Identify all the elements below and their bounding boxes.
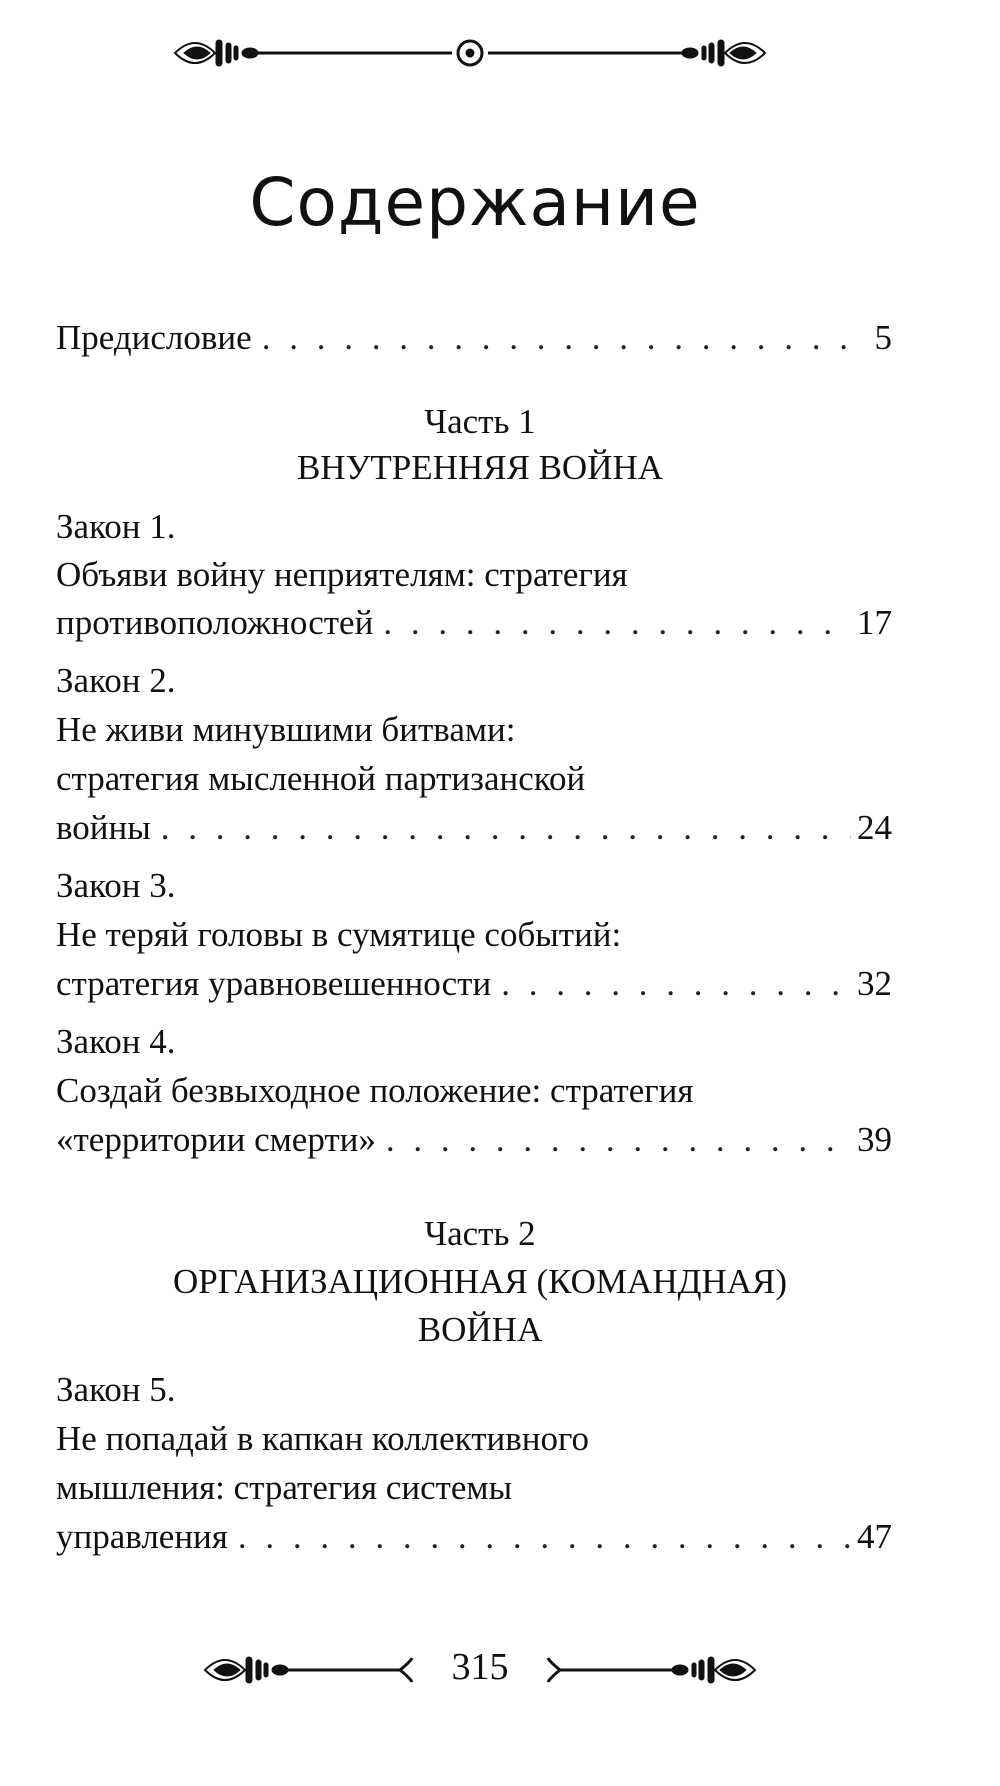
toc-entry-label: Предисловие: [56, 318, 252, 357]
law-title-line: войны: [56, 808, 151, 847]
part-title: ВОЙНА: [417, 1310, 543, 1349]
law-number: Закон 2.: [56, 661, 176, 700]
dot-leader: [262, 316, 869, 360]
dot-leader: [161, 806, 851, 850]
toc-page-number: 24: [857, 808, 892, 847]
toc-entry-law-5[interactable]: [56, 1515, 892, 1559]
dot-leader: [238, 1515, 851, 1559]
law-number: Закон 1.: [56, 507, 176, 546]
page-number: 315: [451, 1646, 509, 1688]
law-number: Закон 5.: [56, 1370, 176, 1409]
law-number: Закон 4.: [56, 1022, 176, 1061]
part-label: Часть 1: [424, 402, 536, 441]
toc-page-number: 17: [857, 603, 892, 642]
dot-leader: [383, 601, 851, 645]
law-title-line: Не попадай в капкан коллективного: [56, 1419, 589, 1458]
toc-page-number: 47: [857, 1517, 892, 1556]
law-number: Закон 3.: [56, 866, 176, 905]
toc-page-number: 32: [857, 964, 892, 1003]
law-title-line: Не живи минувшими битвами:: [56, 710, 516, 749]
part-title: ВНУТРЕННЯЯ ВОЙНА: [296, 448, 664, 487]
law-title-line: стратегия мысленной партизанской: [56, 759, 586, 798]
toc-page-number: 5: [874, 318, 892, 357]
law-title-line: управления: [56, 1517, 228, 1556]
toc-entry-law-1[interactable]: [56, 601, 892, 645]
toc-entry-preface[interactable]: [56, 316, 892, 360]
part-label: Часть 2: [424, 1214, 536, 1253]
law-title-line: Не теряй головы в сумятице событий:: [56, 915, 622, 954]
page-title: Содержание: [249, 164, 701, 242]
toc-entry-law-3[interactable]: [56, 962, 892, 1006]
top-ornament-icon: [170, 28, 770, 78]
toc-page-number: 39: [857, 1120, 892, 1159]
law-title-line: противоположностей: [56, 603, 374, 642]
law-title-line: мышления: стратегия системы: [56, 1468, 513, 1507]
law-title-line: Объяви войну неприятелям: стратегия: [56, 555, 628, 594]
toc-entry-law-4[interactable]: [56, 1118, 892, 1162]
dot-leader: [386, 1118, 851, 1162]
toc-entry-law-2[interactable]: [56, 806, 892, 850]
dot-leader: [501, 962, 851, 1006]
part-title: ОРГАНИЗАЦИОННАЯ (КОМАНДНАЯ): [172, 1262, 788, 1301]
law-title-line: «территории смерти»: [56, 1120, 376, 1159]
law-title-line: Создай безвыходное положение: стратегия: [56, 1071, 694, 1110]
law-title-line: стратегия уравновешенности: [56, 964, 492, 1003]
